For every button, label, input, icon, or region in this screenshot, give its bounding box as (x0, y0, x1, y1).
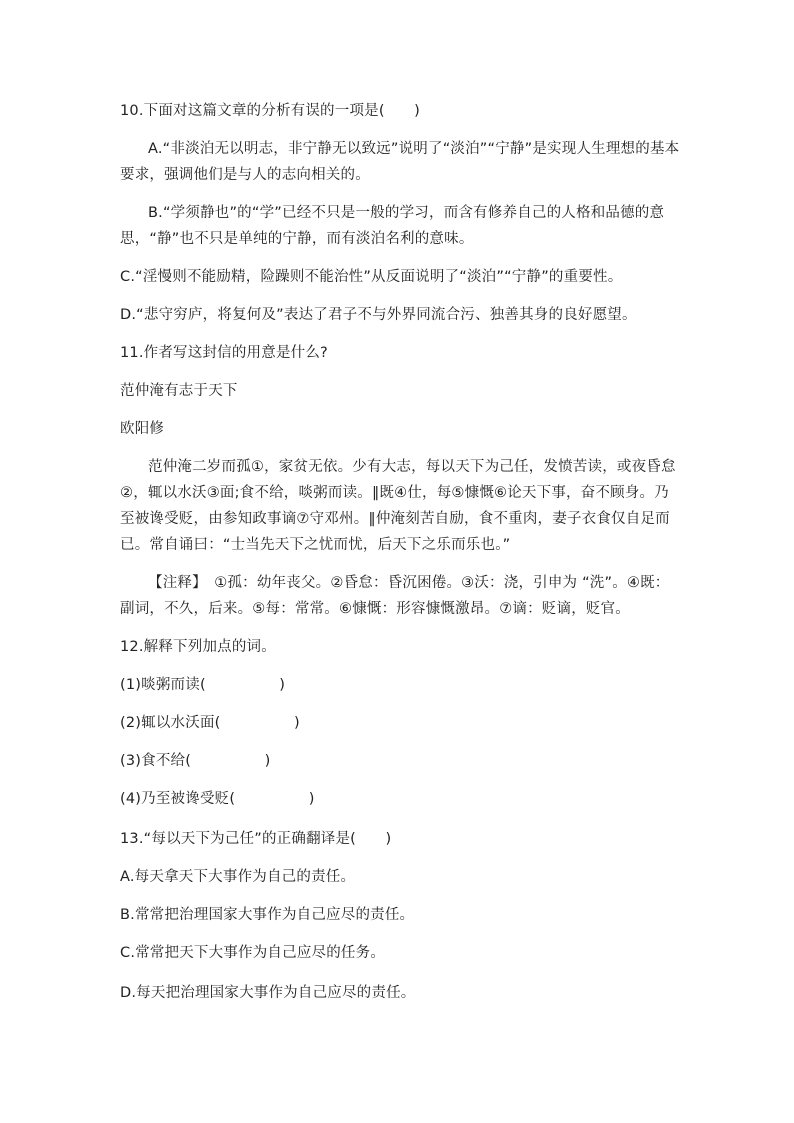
passage-body: 范仲淹二岁而孤①，家贫无依。少有大志，每以天下为己任，发愤苦读，或夜昏怠②，辄以水沃③面;食不给，啖粥而读。‖既④仕，每⑤慷慨⑥论天下事，奋不顾身。乃至被谗受贬，由参知政事谪⑦守邓州。‖仲淹刻苦自励，食不重肉，妻子衣食仅自足而已。常自诵曰：“士当先天下之忧而忧，后天下之乐而乐也。” (120, 459, 676, 553)
q12-item: (3)食不给( ) (120, 753, 271, 769)
notes-label: 【注释】 (148, 575, 200, 591)
q12-stem: 12.解释下列加点的词。 (120, 639, 276, 655)
q13-option-d: D.每天把治理国家大事作为自己应尽的责任。 (120, 985, 416, 1001)
q12-item: (4)乃至被谗受贬( ) (120, 791, 315, 807)
notes-text: ①孤：幼年丧父。②昏怠：昏沉困倦。③沃：浇，引申为 “洗”。④既：副词，不久，后来。⑤每：常常。⑥慷慨：形容慷慨激昂。⑦谪：贬谪，贬官。 (120, 575, 670, 617)
q13-option-b: B.常常把治理国家大事作为自己应尽的责任。 (120, 907, 415, 923)
q10-option-b: B.“学须静也”的“学”已经不只是一般的学习，而含有修养自己的人格和品德的意思，“静”也不只是单纯的宁静，而有淡泊名利的意味。 (120, 205, 665, 247)
q13-stem: 13.“每以天下为己任”的正确翻译是( ) (120, 831, 392, 847)
q10-option-c: C.“淫慢则不能励精，险躁则不能治性”从反面说明了“淡泊”“宁静”的重要性。 (120, 269, 623, 285)
q12-item: (2)辄以水沃面( ) (120, 715, 300, 731)
q10-option-d: D.“悲守穷庐，将复何及”表达了君子不与外界同流合污、独善其身的良好愿望。 (120, 307, 637, 323)
q10-option-a: A.“非淡泊无以明志，非宁静无以致远”说明了“淡泊”“宁静”是实现人生理想的基本要求，强调他们是与人的志向相关的。 (120, 141, 680, 183)
q13-option-c: C.常常把天下大事作为自己应尽的任务。 (120, 945, 386, 961)
q12-item: (1)啖粥而读( ) (120, 677, 286, 693)
q11-stem: 11.作者写这封信的用意是什么? (120, 345, 328, 361)
q13-option-a: A.每天拿天下大事作为自己的责任。 (120, 869, 356, 885)
passage-author: 欧阳修 (120, 421, 165, 437)
notes (120, 570, 680, 622)
passage-title: 范仲淹有志于天下 (120, 383, 238, 399)
q10-stem: 10.下面对这篇文章的分析有误的一项是( ) (120, 103, 420, 119)
